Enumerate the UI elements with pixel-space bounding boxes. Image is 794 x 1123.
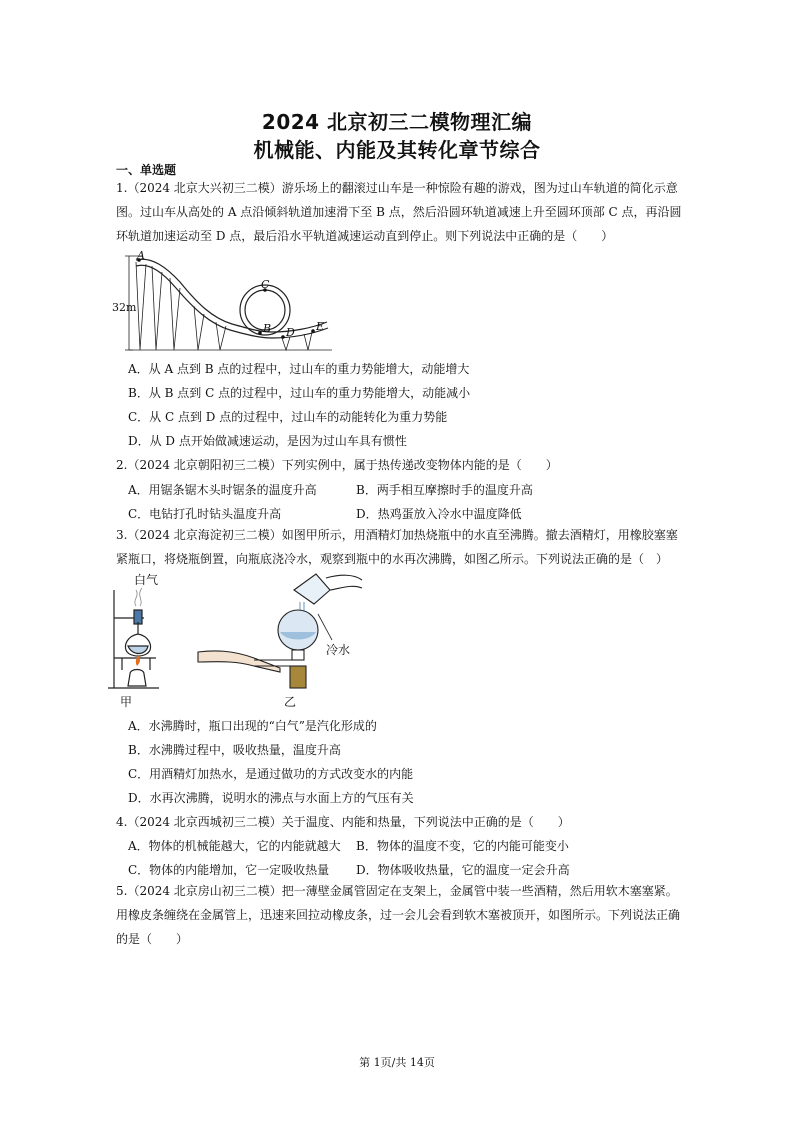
q3-option-a: A．水沸腾时，瓶口出现的“白气”是汽化形成的 <box>128 719 377 733</box>
q2-option-c: C．电钻打孔时钻头温度升高 <box>128 507 282 521</box>
point-c-label: C <box>261 278 270 291</box>
q4-option-b: B．物体的温度不变，它的内能可能变小 <box>356 839 569 853</box>
q2-option-d: D．热鸡蛋放入冷水中温度降低 <box>356 507 522 521</box>
point-a-label: A <box>137 249 145 262</box>
title-line-2: 机械能、内能及其转化章节综合 <box>253 138 541 162</box>
question-5-text: 5.（2024 北京房山初三二模）把一薄壁金属管固定在支架上，金属管中装一些酒精，然后用软木塞塞紧。用橡皮条缠绕在金属管上，迅速来回拉动橡皮条，过一会儿会看到软木塞被顶开，如图所示。下列说法正确的是（ ） <box>116 884 681 946</box>
q4-option-c: C．物体的内能增加，它一定吸收热量 <box>128 863 330 877</box>
question-3-text: 3.（2024 北京海淀初三二模）如图甲所示，用酒精灯加热烧瓶中的水直至沸腾。撤去酒精灯，用橡胶塞塞紧瓶口，将烧瓶倒置，向瓶底浇冷水，观察到瓶中的水再次沸腾，如图乙所示。下列说法正确的是（ ） <box>116 528 678 566</box>
q2-option-b: B．两手相互摩擦时手的温度升高 <box>356 483 533 497</box>
q3-option-d: D．水再次沸腾，说明水的沸点与水面上方的气压有关 <box>128 791 414 805</box>
fig-yi-label: 乙 <box>284 695 297 709</box>
q1-option-b: B．从 B 点到 C 点的过程中，过山车的重力势能增大，动能减小 <box>128 386 471 400</box>
question-2-text: 2.（2024 北京朝阳初三二模）下列实例中，属于热传递改变物体内能的是（ ） <box>116 458 558 472</box>
boiling-flask-figure <box>104 570 368 710</box>
q1-option-c: C．从 C 点到 D 点的过程中，过山车的动能转化为重力势能 <box>128 410 448 424</box>
fig-jia-label: 甲 <box>120 695 133 709</box>
q4-option-a: A．物体的机械能越大，它的内能就越大 <box>128 839 341 853</box>
q1-option-a: A．从 A 点到 B 点的过程中，过山车的重力势能增大，动能增大 <box>128 362 470 376</box>
section-heading: 一、单选题 <box>116 163 177 177</box>
point-d-label: D <box>286 326 295 339</box>
page-footer: 第 1页/共 14页 <box>359 1056 435 1069</box>
q3-option-b: B．水沸腾过程中，吸收热量，温度升高 <box>128 743 341 757</box>
question-4-text: 4.（2024 北京西城初三二模）关于温度、内能和热量，下列说法中正确的是（ ） <box>116 815 570 829</box>
steam-label: 白气 <box>134 573 159 587</box>
q2-option-a: A．用锯条锯木头时锯条的温度升高 <box>128 483 317 497</box>
cold-water-label: 冷水 <box>326 643 351 657</box>
height-label: 32m <box>112 301 137 314</box>
q1-option-d: D．从 D 点开始做减速运动，是因为过山车具有惯性 <box>128 434 407 448</box>
title-line-1: 2024 北京初三二模物理汇编 <box>261 110 533 134</box>
point-b-label: B <box>263 322 272 335</box>
q3-option-c: C．用酒精灯加热水，是通过做功的方式改变水的内能 <box>128 767 414 781</box>
question-1-text: 1.（2024 北京大兴初三二模）游乐场上的翻滚过山车是一种惊险有趣的游戏，图为过山车轨道的简化示意图。过山车从高处的 A 点沿倾斜轨道加速滑下至 B 点，然后沿圆环轨道减速上升至圆环顶部 C 点，再沿圆环轨道加速运动至 D 点，最后沿水平轨道减速运动直到停止。则下列说法中正确的是（ ） <box>116 181 682 243</box>
q4-option-d: D．物体吸收热量，它的温度一定会升高 <box>356 863 570 877</box>
point-e-label: E <box>316 320 325 333</box>
roller-coaster-figure <box>112 248 337 356</box>
